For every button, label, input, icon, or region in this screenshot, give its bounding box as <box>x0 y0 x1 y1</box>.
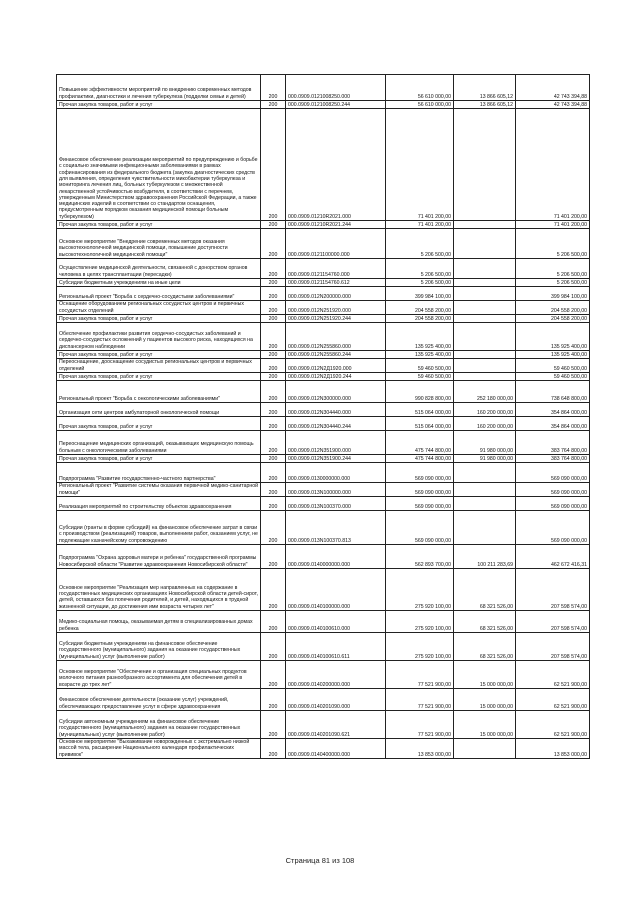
row-executed <box>454 373 516 381</box>
row-executed <box>454 739 516 759</box>
row-name: Субсидии автономным учреждениям на финансовое обеспечение государственного (муниципального) задания на оказание государственных (муниципальных) услуг (выполнение работ) <box>57 711 261 739</box>
budget-table <box>56 74 590 759</box>
row-name: Прочая закупка товаров, работ и услуг <box>57 373 261 381</box>
row-allocated: 56 610 000,00 <box>386 101 454 109</box>
row-name: Организация сети центров амбулаторной онкологической помощи <box>57 403 261 417</box>
row-remaining: 5 206 500,00 <box>516 259 590 279</box>
row-allocated: 275 920 100,00 <box>386 633 454 661</box>
page-number: Страница 81 из 108 <box>285 856 355 865</box>
row-budget-code: 000.0909.012N255860.000 <box>286 323 386 351</box>
row-admin-code: 200 <box>261 511 286 545</box>
row-budget-code: 000.0909.0140400000.000 <box>286 739 386 759</box>
row-budget-code: 000.0909.012N304440.244 <box>286 417 386 431</box>
row-budget-code: 000.0909.012N351900.244 <box>286 455 386 463</box>
row-budget-code: 000.0909.0140100610.611 <box>286 633 386 661</box>
row-budget-code: 000.0909.012N300000.000 <box>286 381 386 403</box>
row-executed: 91 980 000,00 <box>454 431 516 455</box>
row-admin-code: 200 <box>261 279 286 287</box>
row-remaining: 207 598 574,00 <box>516 569 590 611</box>
row-remaining: 207 598 574,00 <box>516 611 590 633</box>
row-remaining: 71 401 200,00 <box>516 221 590 229</box>
row-allocated: 13 853 000,00 <box>386 739 454 759</box>
row-admin-code: 200 <box>261 373 286 381</box>
row-allocated: 5 206 500,00 <box>386 259 454 279</box>
row-executed <box>454 497 516 511</box>
row-admin-code: 200 <box>261 417 286 431</box>
row-remaining: 59 460 500,00 <box>516 373 590 381</box>
row-budget-code: 000.0909.01210R2021.000 <box>286 109 386 221</box>
row-budget-code: 000.0909.0140000000.000 <box>286 545 386 569</box>
row-executed: 15 000 000,00 <box>454 689 516 711</box>
row-admin-code: 200 <box>261 381 286 403</box>
row-budget-code: 000.0909.012N2Д1920.244 <box>286 373 386 381</box>
row-allocated: 475 744 800,00 <box>386 431 454 455</box>
table-row <box>57 221 590 229</box>
row-name: Финансовое обеспечение реализации мероприятий по предупреждению и борьбе с социально значимыми инфекционными заболеваниями в рамках софинансирования из федерального бюджета (закупка диагностических средств для выявления, определения чувствительности микобактерии туберкулеза и мониторинга лечения лиц, больных туберкулезом с множественной лекарственной устойчивостью возбудителя, в соответствии с перечнем, утвержденным Министерством здравоохранения Российской Федерации, а также медицинских изделий в соответствии со стандартом оснащения, предусмотренным порядком оказания медицинской помощи больным туберкулезом) <box>57 109 261 221</box>
row-budget-code: 000.0909.0121008250.244 <box>286 101 386 109</box>
row-name: Региональный проект "Борьба с сердечно-сосудистыми заболеваниями" <box>57 287 261 301</box>
row-executed: 160 200 000,00 <box>454 403 516 417</box>
row-name: Оснащение оборудованием региональных сосудистых центров и первичных сосудистых отделений <box>57 301 261 315</box>
row-remaining: 569 090 000,00 <box>516 463 590 483</box>
row-name: Прочая закупка товаров, работ и услуг <box>57 417 261 431</box>
row-name: Субсидии бюджетным учреждениям на финансовое обеспечение государственного (муниципального) задания на оказание государственных (муниципальных) услуг (выполнение работ) <box>57 633 261 661</box>
table-row <box>57 109 590 221</box>
row-remaining: 569 090 000,00 <box>516 483 590 497</box>
table-row <box>57 739 590 759</box>
row-name: Повышение эффективности мероприятий по внедрению современных методов профилактики, диагностики и лечения туберкулеза (подделки семьи и детей) <box>57 75 261 101</box>
row-name: Прочая закупка товаров, работ и услуг <box>57 455 261 463</box>
row-allocated: 569 090 000,00 <box>386 463 454 483</box>
row-name: Прочая закупка товаров, работ и услуг <box>57 315 261 323</box>
row-name: Региональный проект "Борьба с онкологическими заболеваниями" <box>57 381 261 403</box>
table-row <box>57 711 590 739</box>
row-budget-code: 000.0909.01210R2021.244 <box>286 221 386 229</box>
row-name: Подпрограмма "Развитие государственно-частного партнерства" <box>57 463 261 483</box>
row-budget-code: 000.0909.0121154760.000 <box>286 259 386 279</box>
row-remaining: 462 672 416,31 <box>516 545 590 569</box>
row-remaining: 207 598 574,00 <box>516 633 590 661</box>
table-row <box>57 315 590 323</box>
row-budget-code: 000.0909.012N2Д1920.000 <box>286 359 386 373</box>
row-allocated: 204 558 200,00 <box>386 301 454 315</box>
row-name: Медико-социальная помощь, оказываемая детям в специализированных домах ребенка <box>57 611 261 633</box>
table-row <box>57 545 590 569</box>
row-remaining: 383 764 800,00 <box>516 431 590 455</box>
table-row <box>57 359 590 373</box>
table-row <box>57 279 590 287</box>
row-budget-code: 000.0909.0130000000.000 <box>286 463 386 483</box>
row-executed: 252 180 000,00 <box>454 381 516 403</box>
row-allocated: 135 925 400,00 <box>386 323 454 351</box>
row-remaining: 135 925 400,00 <box>516 323 590 351</box>
row-name: Основное мероприятие "Выхаживание новорожденных с экстремально низкой массой тела, расширение Национального календаря профилактических прививок" <box>57 739 261 759</box>
table-row <box>57 259 590 279</box>
row-allocated: 5 206 500,00 <box>386 279 454 287</box>
row-remaining: 383 764 800,00 <box>516 455 590 463</box>
row-name: Основное мероприятие "Реализация мер направленных на содержание в государственных медицинских организациях Новосибирской области детей-сирот, детей, оставшихся без попечения родителей, и детей, находящихся в трудной жизненной ситуации, до достижения ими возраста четырех лет" <box>57 569 261 611</box>
row-remaining: 5 206 500,00 <box>516 229 590 259</box>
row-name: Прочая закупка товаров, работ и услуг <box>57 351 261 359</box>
table-row <box>57 301 590 315</box>
row-admin-code: 200 <box>261 689 286 711</box>
table-row <box>57 661 590 689</box>
row-admin-code: 200 <box>261 739 286 759</box>
row-executed: 68 321 526,00 <box>454 633 516 661</box>
row-budget-code: 000.0909.012N304440.000 <box>286 403 386 417</box>
row-remaining: 204 558 200,00 <box>516 315 590 323</box>
row-admin-code: 200 <box>261 497 286 511</box>
row-remaining: 62 521 900,00 <box>516 661 590 689</box>
row-budget-code: 000.0909.012N255860.244 <box>286 351 386 359</box>
row-name: Прочая закупка товаров, работ и услуг <box>57 221 261 229</box>
row-admin-code: 200 <box>261 359 286 373</box>
row-remaining: 62 521 900,00 <box>516 689 590 711</box>
row-budget-code: 000.0909.013N100370.813 <box>286 511 386 545</box>
row-budget-code: 000.0909.013N100000.000 <box>286 483 386 497</box>
row-executed <box>454 483 516 497</box>
table-row <box>57 417 590 431</box>
row-executed <box>454 323 516 351</box>
row-name: Прочая закупка товаров, работ и услуг <box>57 101 261 109</box>
row-admin-code: 200 <box>261 351 286 359</box>
row-budget-code: 000.0909.0140100000.000 <box>286 569 386 611</box>
table-row <box>57 497 590 511</box>
row-allocated: 77 521 900,00 <box>386 661 454 689</box>
row-allocated: 990 828 800,00 <box>386 381 454 403</box>
table-row <box>57 463 590 483</box>
row-name: Реализация мероприятий по строительству объектов здравоохранения <box>57 497 261 511</box>
row-admin-code: 200 <box>261 259 286 279</box>
row-admin-code: 200 <box>261 711 286 739</box>
table-row <box>57 229 590 259</box>
row-executed: 13 866 605,12 <box>454 101 516 109</box>
row-admin-code: 200 <box>261 109 286 221</box>
row-allocated: 275 920 100,00 <box>386 611 454 633</box>
row-name: Переоснащение, дооснащение сосудистых региональных центров и первичных отделений <box>57 359 261 373</box>
row-remaining: 399 984 100,00 <box>516 287 590 301</box>
row-admin-code: 200 <box>261 315 286 323</box>
row-remaining: 59 460 500,00 <box>516 359 590 373</box>
row-name: Основное мероприятие "Внедрение современных методов оказания высокотехнологичной медицинской помощи, повышение доступности высокотехнологичной медицинской помощи" <box>57 229 261 259</box>
row-allocated: 71 401 200,00 <box>386 109 454 221</box>
row-name: Обеспечение профилактики развития сердечно-сосудистых заболеваний и сердечно-сосудистых осложнений у пациентов высокого риска, находящихся на диспансерном наблюдении <box>57 323 261 351</box>
row-admin-code: 200 <box>261 101 286 109</box>
table-row <box>57 403 590 417</box>
row-budget-code: 000.0909.012N251920.000 <box>286 301 386 315</box>
row-remaining: 738 648 800,00 <box>516 381 590 403</box>
table-row <box>57 323 590 351</box>
row-allocated: 71 401 200,00 <box>386 221 454 229</box>
row-allocated: 399 984 100,00 <box>386 287 454 301</box>
row-admin-code: 200 <box>261 403 286 417</box>
row-admin-code: 200 <box>261 661 286 689</box>
table-row <box>57 101 590 109</box>
row-executed: 91 980 000,00 <box>454 455 516 463</box>
table-row <box>57 455 590 463</box>
row-executed <box>454 463 516 483</box>
table-row <box>57 689 590 711</box>
row-executed <box>454 279 516 287</box>
row-allocated: 77 521 900,00 <box>386 711 454 739</box>
row-allocated: 275 920 100,00 <box>386 569 454 611</box>
row-executed <box>454 109 516 221</box>
row-name: Подпрограмма "Охрана здоровья матери и ребенка" государственной программы Новосибирской области "Развитие здравоохранения Новосибирской области" <box>57 545 261 569</box>
row-allocated: 569 090 000,00 <box>386 497 454 511</box>
table-row <box>57 611 590 633</box>
row-remaining: 569 090 000,00 <box>516 511 590 545</box>
row-executed <box>454 351 516 359</box>
row-executed <box>454 301 516 315</box>
row-allocated: 59 460 500,00 <box>386 359 454 373</box>
row-name: Региональный проект "Развитие системы оказания первичной медико-санитарной помощи" <box>57 483 261 497</box>
table-row <box>57 351 590 359</box>
row-executed <box>454 511 516 545</box>
row-executed: 68 321 526,00 <box>454 569 516 611</box>
row-remaining: 42 743 394,88 <box>516 101 590 109</box>
row-name: Переоснащение медицинских организаций, оказывающих медицинскую помощь больным с онкологическими заболеваниями <box>57 431 261 455</box>
table-row <box>57 483 590 497</box>
row-admin-code: 200 <box>261 483 286 497</box>
row-allocated: 515 064 000,00 <box>386 417 454 431</box>
row-remaining: 204 558 200,00 <box>516 301 590 315</box>
row-remaining: 62 521 900,00 <box>516 711 590 739</box>
row-budget-code: 000.0909.0121008250.000 <box>286 75 386 101</box>
row-executed: 160 200 000,00 <box>454 417 516 431</box>
row-remaining: 354 864 000,00 <box>516 403 590 417</box>
row-allocated: 135 925 400,00 <box>386 351 454 359</box>
row-budget-code: 000.0909.0140200000.000 <box>286 661 386 689</box>
table-row <box>57 431 590 455</box>
row-remaining: 354 864 000,00 <box>516 417 590 431</box>
row-name: Осуществление медицинской деятельности, связанной с донорством органов человека в целях трансплантации (пересадки) <box>57 259 261 279</box>
row-admin-code: 200 <box>261 221 286 229</box>
row-budget-code: 000.0909.012N251920.244 <box>286 315 386 323</box>
row-allocated: 77 521 900,00 <box>386 689 454 711</box>
row-remaining: 13 853 000,00 <box>516 739 590 759</box>
row-budget-code: 000.0909.0140100610.000 <box>286 611 386 633</box>
row-remaining: 569 090 000,00 <box>516 497 590 511</box>
row-admin-code: 200 <box>261 611 286 633</box>
table-row <box>57 75 590 101</box>
row-remaining: 5 206 500,00 <box>516 279 590 287</box>
row-executed <box>454 229 516 259</box>
row-executed <box>454 221 516 229</box>
row-executed <box>454 287 516 301</box>
row-budget-code: 000.0909.013N100370.000 <box>286 497 386 511</box>
table-row <box>57 633 590 661</box>
row-admin-code: 200 <box>261 463 286 483</box>
row-admin-code: 200 <box>261 75 286 101</box>
row-remaining: 42 743 394,88 <box>516 75 590 101</box>
row-name: Субсидии бюджетным учреждениям на иные цели <box>57 279 261 287</box>
row-executed: 15 000 000,00 <box>454 661 516 689</box>
row-admin-code: 200 <box>261 301 286 315</box>
row-budget-code: 000.0909.0121154760.612 <box>286 279 386 287</box>
row-allocated: 475 744 800,00 <box>386 455 454 463</box>
row-allocated: 5 206 500,00 <box>386 229 454 259</box>
table-row <box>57 511 590 545</box>
table-row <box>57 569 590 611</box>
row-admin-code: 200 <box>261 229 286 259</box>
budget-table-body <box>57 75 590 759</box>
row-admin-code: 200 <box>261 569 286 611</box>
row-budget-code: 000.0909.0121100000.000 <box>286 229 386 259</box>
row-admin-code: 200 <box>261 287 286 301</box>
row-name: Субсидии (гранты в форме субсидий) на финансовое обеспечение затрат в связи с производством (реализацией) товаров, выполнением работ, оказанием услуг, не подлежащие казначейскому сопровождению <box>57 511 261 545</box>
row-allocated: 59 460 500,00 <box>386 373 454 381</box>
row-executed <box>454 359 516 373</box>
row-executed: 15 000 000,00 <box>454 711 516 739</box>
row-admin-code: 200 <box>261 431 286 455</box>
row-budget-code: 000.0909.0140201090.621 <box>286 711 386 739</box>
table-row <box>57 381 590 403</box>
row-allocated: 569 090 000,00 <box>386 511 454 545</box>
row-allocated: 569 090 000,00 <box>386 483 454 497</box>
row-allocated: 204 558 200,00 <box>386 315 454 323</box>
row-allocated: 515 064 000,00 <box>386 403 454 417</box>
row-allocated: 562 893 700,00 <box>386 545 454 569</box>
row-admin-code: 200 <box>261 545 286 569</box>
row-budget-code: 000.0909.0140201090.000 <box>286 689 386 711</box>
row-remaining: 71 401 200,00 <box>516 109 590 221</box>
table-row <box>57 287 590 301</box>
row-executed <box>454 315 516 323</box>
row-executed: 100 211 283,69 <box>454 545 516 569</box>
row-executed: 68 321 526,00 <box>454 611 516 633</box>
row-remaining: 135 925 400,00 <box>516 351 590 359</box>
row-name: Финансовое обеспечение деятельности (оказание услуг) учреждений, обеспечивающих предоставление услуг в сфере здравоохранения <box>57 689 261 711</box>
row-budget-code: 000.0909.012N351900.000 <box>286 431 386 455</box>
row-executed: 13 866 605,12 <box>454 75 516 101</box>
row-executed <box>454 259 516 279</box>
table-row <box>57 373 590 381</box>
row-admin-code: 200 <box>261 323 286 351</box>
row-allocated: 56 610 000,00 <box>386 75 454 101</box>
row-budget-code: 000.0909.012N200000.000 <box>286 287 386 301</box>
row-name: Основное мероприятие "Обеспечение и организация специальных продуктов молочного питания разнообразного ассортимента для обеспечения детей в возрасте до трех лет" <box>57 661 261 689</box>
row-admin-code: 200 <box>261 455 286 463</box>
row-admin-code: 200 <box>261 633 286 661</box>
